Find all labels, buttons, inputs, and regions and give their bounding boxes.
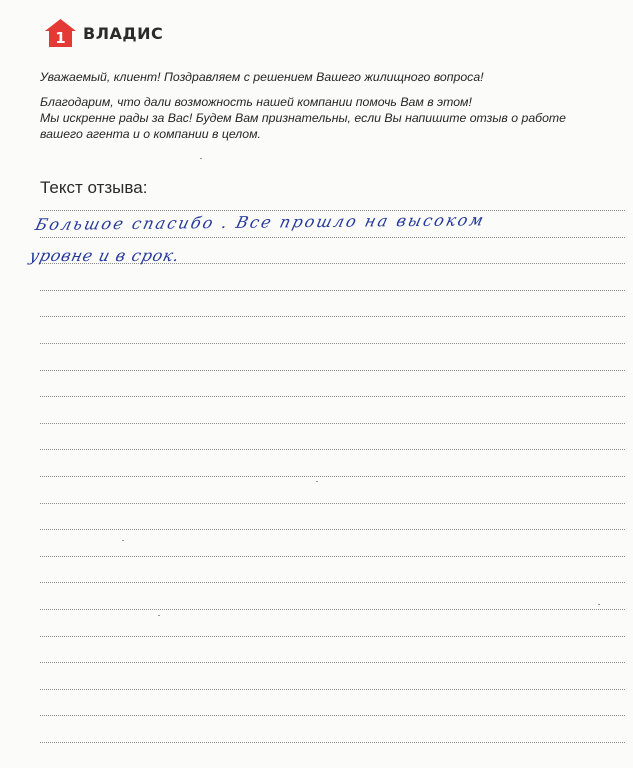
svg-text:1: 1 xyxy=(55,29,66,47)
thanks-line: Благодарим, что дали возможность нашей компании помочь Вам в этом! xyxy=(40,95,472,109)
writing-line xyxy=(40,290,625,291)
writing-line xyxy=(40,662,625,663)
handwritten-line: уровне и в срок. xyxy=(27,246,182,265)
writing-line xyxy=(40,396,625,397)
thanks-line: Мы искренне рады за Вас! Будем Вам признательны, если Вы напишите отзыв о работе xyxy=(40,111,567,125)
writing-line xyxy=(40,343,625,344)
writing-line xyxy=(40,423,625,424)
writing-line xyxy=(40,529,625,530)
house-logo-icon xyxy=(44,18,77,48)
writing-line xyxy=(40,503,625,504)
writing-line xyxy=(40,476,625,477)
writing-line xyxy=(40,636,625,637)
writing-lines xyxy=(40,210,625,768)
writing-line xyxy=(40,582,625,583)
writing-line xyxy=(40,715,625,716)
handwritten-line: Большое спасибо . Все прошло на высоком xyxy=(33,210,488,234)
writing-line xyxy=(40,742,625,743)
handwritten-review xyxy=(26,210,628,265)
writing-line xyxy=(40,556,625,557)
review-title: Текст отзыва: xyxy=(40,178,148,197)
writing-line xyxy=(40,609,625,610)
brand-name: ВЛАДИС xyxy=(83,23,164,43)
writing-line xyxy=(40,370,625,371)
scan-speck xyxy=(122,540,124,541)
intro-text xyxy=(40,69,610,151)
thanks-text xyxy=(40,94,610,142)
company-logo xyxy=(44,18,163,48)
writing-line xyxy=(40,689,625,690)
scan-speck xyxy=(158,615,160,616)
scan-speck xyxy=(598,604,600,605)
writing-line xyxy=(40,449,625,450)
scan-speck xyxy=(200,158,202,159)
writing-line xyxy=(40,316,625,317)
scan-speck xyxy=(316,481,318,482)
greeting-text: Уважаемый, клиент! Поздравляем с решением Вашего жилищного вопроса! xyxy=(40,70,484,84)
thanks-line: вашего агента и о компании в целом. xyxy=(40,127,261,141)
